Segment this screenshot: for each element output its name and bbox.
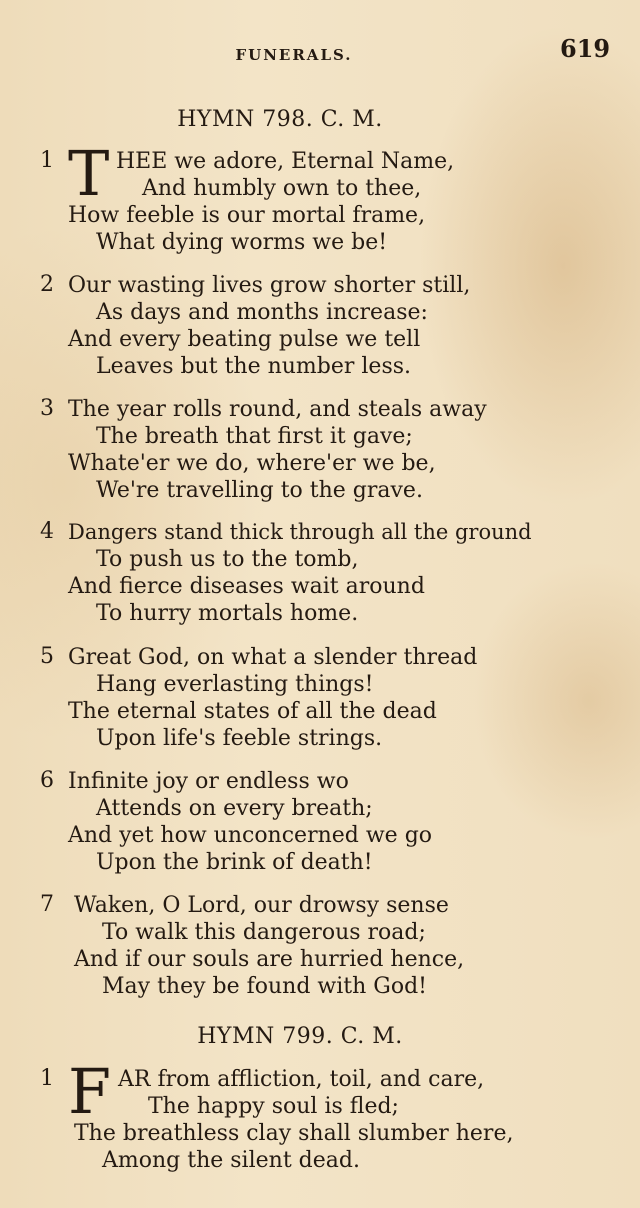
stanza-line: And if our souls are hurried hence, xyxy=(74,947,465,972)
stanza-line: Among the silent dead. xyxy=(102,1148,360,1173)
stanza xyxy=(40,396,620,504)
stanza-line: The eternal states of all the dead xyxy=(68,699,437,724)
drop-cap: T xyxy=(68,137,110,210)
stanza-line: Hang everlasting things! xyxy=(96,672,374,697)
stanza-line: Dangers stand thick through all the ground xyxy=(68,520,532,544)
stanza-line: Whate'er we do, where'er we be, xyxy=(68,451,436,476)
stanza-line: Attends on every breath; xyxy=(96,796,373,821)
page-number: 619 xyxy=(560,34,611,63)
stanza-line: To walk this dangerous road; xyxy=(102,920,426,945)
stanza-line: Our wasting lives grow shorter still, xyxy=(68,273,471,298)
stanza-line: Waken, O Lord, our drowsy sense xyxy=(74,893,449,918)
stanza-line: And humbly own to thee, xyxy=(142,176,422,201)
stanza-line: The happy soul is fled; xyxy=(148,1094,399,1119)
hymn-title: HYMN 798. C. M. xyxy=(177,107,383,132)
stanza-line: Infinite joy or endless wo xyxy=(68,769,349,794)
stanza-line: And yet how unconcerned we go xyxy=(68,823,433,848)
stanza-line: The breath that first it gave; xyxy=(96,424,413,449)
stanza-line: And every beating pulse we tell xyxy=(68,327,421,352)
running-head: FUNERALS. xyxy=(235,46,353,64)
stanza-line: And fierce diseases wait around xyxy=(68,574,425,599)
stanza-line: Great God, on what a slender thread xyxy=(68,645,478,670)
stanza-line: Upon the brink of death! xyxy=(96,850,373,875)
stanza-line: The breathless clay shall slumber here, xyxy=(74,1121,514,1146)
drop-cap: F xyxy=(68,1055,112,1128)
stanza-line: How feeble is our mortal frame, xyxy=(68,203,426,228)
stanza-number: 5 xyxy=(40,644,54,669)
first-line-text: AR from affliction, toil, and care, xyxy=(118,1067,485,1092)
stanza-line: May they be found with God! xyxy=(102,974,428,999)
stanza xyxy=(40,272,620,380)
stanza xyxy=(40,519,620,627)
stanza-number: 7 xyxy=(40,892,54,917)
stanza xyxy=(40,768,620,876)
stanza-line: To push us to the tomb, xyxy=(96,547,359,572)
stanza-line: To hurry mortals home. xyxy=(96,601,359,626)
stanza-number: 2 xyxy=(40,272,54,297)
stanza xyxy=(40,892,620,1000)
stanza-line: What dying worms we be! xyxy=(96,230,388,255)
stanza-line: Upon life's feeble strings. xyxy=(96,726,383,751)
stanza-number: 3 xyxy=(40,396,54,421)
stanza-number: 6 xyxy=(40,768,54,793)
stanza-number: 1 xyxy=(40,1066,54,1091)
first-line-text: HEE we adore, Eternal Name, xyxy=(116,149,455,174)
stanza xyxy=(40,1055,620,1174)
stanza-line: Leaves but the number less. xyxy=(96,354,412,379)
stanza-line: The year rolls round, and steals away xyxy=(68,397,487,422)
stanza-line: As days and months increase: xyxy=(96,300,428,325)
stanza xyxy=(40,137,620,256)
stanza-line: We're travelling to the grave. xyxy=(96,478,423,503)
hymn-title: HYMN 799. C. M. xyxy=(197,1024,403,1049)
stanza-number: 1 xyxy=(40,148,54,173)
stanza-number: 4 xyxy=(40,519,54,544)
stanza xyxy=(40,644,620,752)
